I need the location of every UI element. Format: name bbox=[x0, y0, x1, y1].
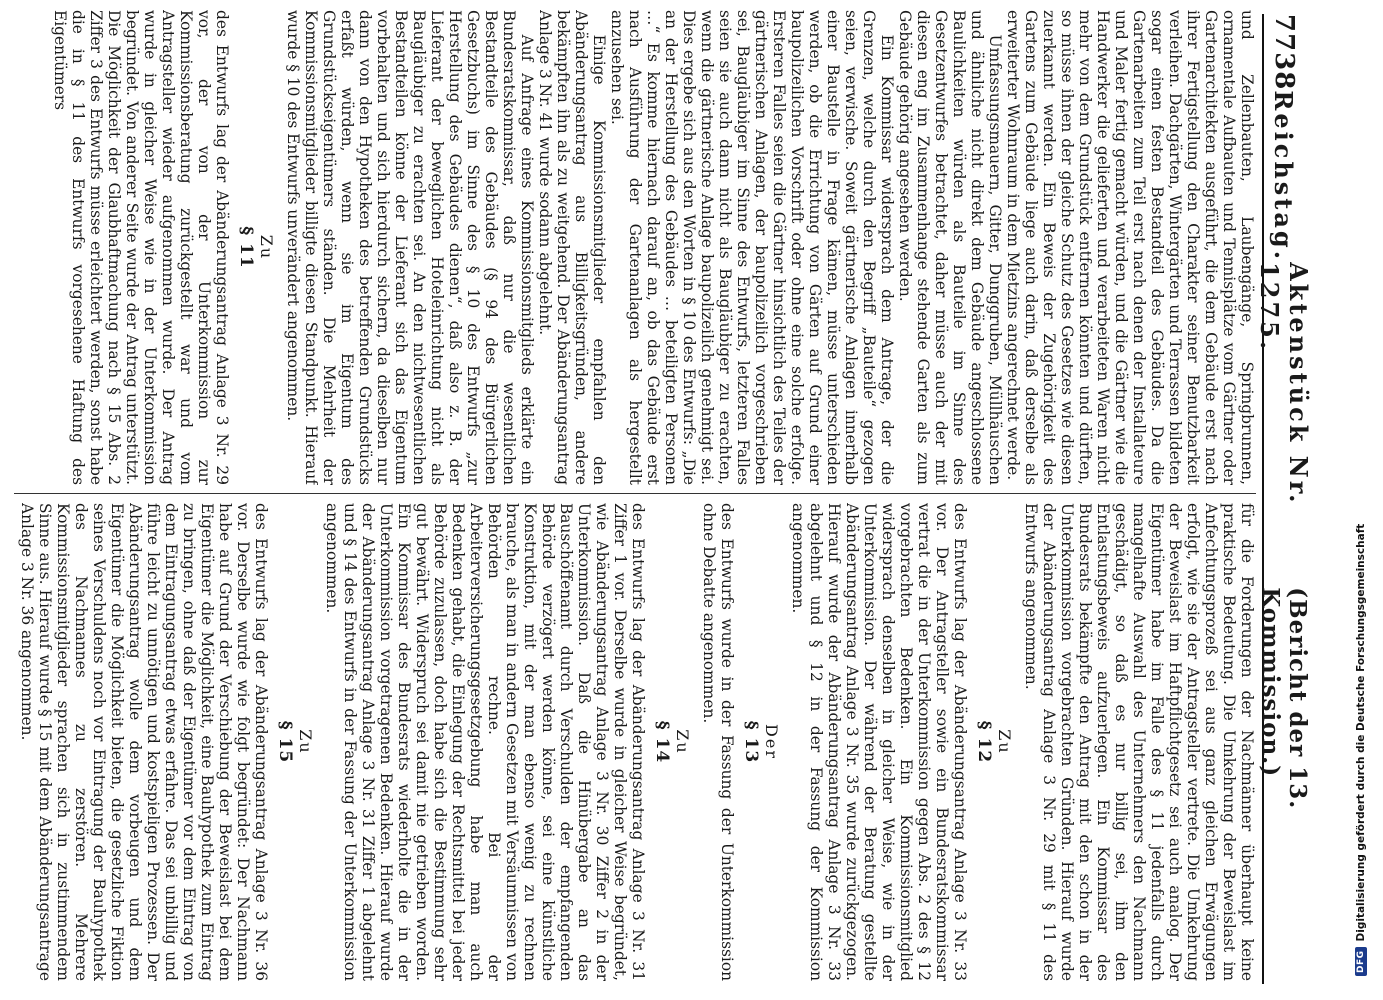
header-title: Reichstag. bbox=[1269, 90, 1299, 263]
section-heading-12: § 12 bbox=[974, 720, 994, 764]
section-heading-11: § 11 bbox=[236, 226, 256, 269]
section-lead: Der bbox=[762, 724, 781, 760]
paragraph: des Entwurfs lag der Abänderungsantrag Anlage 3 Nr. 33 vor. Der Antragsteller sowie ein Bundesratskommissar vertrat die in der Unterkommission gegen Abs. 2 des § 12 vorgebrachten Bedenken. Ein Kommissionsmitglied widersprach denselben in gleicher Weise, wie in der Unterkommission. Der während der Beratung gestellte Abänderungsantrag Anlage 3 Nr. 35 wurde zurückgezogen. Hierauf wurde der Abänderungsantrag Anlage 3 Nr. 33 abgelehnt und § 12 in der Fassung der Kommission angenommen. bbox=[789, 503, 969, 981]
digitization-sidebar bbox=[1338, 0, 1383, 1000]
section-heading-15: § 15 bbox=[275, 720, 295, 764]
paragraph: Ein Kommissar widersprach dem Antrage, der die Grenzen, welche durch den Begriff „Bauteile“ gezogen seien, verwische. Soweit gärtnerische Anlagen innerhalb einer Baustelle in Frage kämen, müsse unterschieden werden, ob die Errichtung von Gärten auf Grund einer baupolizeilichen Vorschrift oder ohne eine solche erfolge. Ersteren Falles seien die Gärtner hinsichtlich des Teiles der gärtnerischen Anlagen, der baupolizeilich vorgeschrieben sei, Baugläubiger im Sinne des Entwurfs, letzteren Falles seien sie auch dann nicht als Baugläubiger zu erachten, wenn die gärtnerische Anlage baupolizeilich genehmigt sei. Dies ergebe sich aus den Worten in § 10 des Entwurfs: „Die an der Herstellung des Gebäudes … beteiligten Personen …“ Es komme hiernach darauf an, ob das Gebäude erst nach Ausführung der Gartenanlagen als hergestellt anzusehen sei. bbox=[608, 10, 896, 485]
page-header bbox=[1255, 14, 1313, 984]
paragraph: Umfassungsmauern, Gitter, Dunggruben, Müllhäuschen und ähnliche nicht direkt dem Gebäude angeschlossene Baulichkeiten würden als Bauteile im Sinne des Gesetzentwurfes betrachtet, daher müsse auch der mit diesen eng im Zusammenhange stehende Garten als zum Gebäude gehörig angesehen werden. bbox=[896, 10, 1004, 485]
paragraph: des Entwurfs lag der Abänderungsantrag Anlage 3 Nr. 29 vor, der von der Unterkommission zur Kommissionsberatung zurückgestellt war und vom Antragsteller wieder aufgenommen wurde. Der Antrag wurde in gleicher Weise wie in der Unterkommission begründet. Von anderer Seite wurde der Antrag unterstützt. Die Möglichkeit der Glaubhaftmachung nach § 15 Abs. 2 Ziffer 3 des Entwurfs müsse erleichtert werden, sonst habe die in § 11 des Entwurfs vorgesehene Haftung des Eigentümers bbox=[51, 10, 231, 485]
digitization-credit-text: Digitalisierung gefördert durch die Deutsche Forschungsgemeinschaft bbox=[1354, 523, 1367, 942]
paragraph: des Entwurfs wurde in der Fassung der Unterkommission ohne Debatte angenommen. bbox=[700, 503, 736, 981]
section-lead: Zu bbox=[296, 729, 315, 755]
section-lead: Zu bbox=[673, 729, 692, 755]
right-column bbox=[14, 503, 1256, 981]
left-column bbox=[14, 10, 1256, 485]
paragraph: des Entwurfs lag der Abänderungsantrag Anlage 3 Nr. 36 vor. Derselbe wurde wie folgt begründet: Der Nachmann habe auf Grund der Verschiebung der Beweislast bei dem Eigentümer die Möglichkeit, eine Bauhypothek zum Eintrag zu bringen, ohne daß der Eigentümer vor dem Eintrag von dem Eintragungsantrag etwas erfahre. Das sei unbillig und führe leicht zu unnötigen und kostspieligen Prozessen. Der Abänderungsantrag wolle dem vorbeugen und dem Eigentümer die Möglichkeit bieten, die gesetzliche Fiktion seines Verschuldens noch vor Eintragung der Bauhypothek des Nachmannes zu zerstören. Mehrere Kommissionsmitglieder sprachen sich in zustimmendem Sinne aus. Hierauf wurde § 15 mit dem Abänderungsantrage Anlage 3 Nr. 36 angenommen. bbox=[18, 503, 270, 981]
paragraph: und Zellenbauten, Laubengänge, Springbrunnen, ornamentale Aufbauten und Tennisplätze vom Gärtner oder Gartenarchitekten ausgeführt, die dem Gebäude erst nach ihrer Fertigstellung den Charakter seiner Benutzbarkeit verleihen. Dachgärten, Wintergärten und Terrassen bildeten sogar einen festen Bestandteil des Gebäudes. Da die Gartenarbeiten zum Teil erst nach denen der Installateure und Maler fertig gemacht würden, und die Gärtner wie die Handwerker die gelieferten und verarbeiteten Waren nicht mehr von dem Grundstück entfernen könnten und dürften, so müsse ihnen der gleiche Schutz des Gesetzes wie diesen zuerkannt werden. Ein Beweis der Zugehörigkeit des Gartens zum Gebäude liege auch darin, daß derselbe als erweiterter Wohnraum in dem Mietzins angerechnet werde. bbox=[1004, 10, 1256, 485]
section-heading-13: § 13 bbox=[741, 720, 761, 764]
header-report-note: (Bericht der 13. Kommission.) bbox=[1257, 587, 1311, 810]
dfg-logo-icon: DFG bbox=[1355, 947, 1367, 976]
header-subtitle: Aktenstück Nr. 1275. bbox=[1255, 262, 1313, 506]
column-divider bbox=[14, 493, 1256, 494]
section-heading-14: § 14 bbox=[652, 720, 672, 764]
digitization-credit bbox=[1338, 0, 1383, 1000]
paragraph: Einige Kommissionsmitglieder empfahlen den Abänderungsantrag aus Billigkeitsgründen, andere bekämpften ihn als zu weitgehend. Der Abänderungsantrag Anlage 3 Nr. 41 wurde sodann abgelehnt. bbox=[536, 10, 608, 485]
page-number: 7738 bbox=[1269, 14, 1299, 91]
section-lead: Zu bbox=[995, 729, 1014, 755]
paragraph: Auf Anfrage eines Kommissionsmitglieds erklärte ein Bundesratskommissar, daß nur die wesentlichen Bestandteile des Gebäudes (§ 94 des Bürgerlichen Gesetzbuchs) im Sinne des § 10 des Entwurfs „zur Herstellung des Gebäudes dienen“, daß also z. B. der Lieferant der beweglichen Hoteleinrichtung nicht als Baugläubiger zu erachten sei. An den nichtwesentlichen Bestandteilen könne der Lieferant sich das Eigentum vorbehalten und sich hierdurch sichern, da dieselben nur dann von den Hypotheken des betreffenden Grundstücks erfaßt würden, wenn sie im Eigentum des Grundstückseigentümers ständen. Die Mehrheit der Kommissionsmitglieder billigte diesen Standpunkt. Hierauf wurde § 10 des Entwurfs unverändert angenommen. bbox=[284, 10, 536, 485]
paragraph: für die Forderungen der Nachmänner überhaupt keine praktische Bedeutung. Die Umkehrung der Beweislast im Anfechtungsprozeß sei aus ganz gleichen Erwägungen erfolgt, wie sie der Antragsteller vertrete. Die Umkehrung der Beweislast im Haftpflichtgesetz sei auch analog. Der Eigentümer habe im Falle des § 11 jedenfalls durch mangelhafte Auswahl des Unternehmers den Nachmann geschädigt, so daß es nur billig sei, ihm den Entlastungsbeweis aufzuerlegen. Ein Kommissar des Bundesrats bekämpfte den Antrag mit den schon in der Unterkommission vorgebrachten Gründen. Hierauf wurde der Abänderungsantrag Anlage 3 Nr. 29 mit § 11 des Entwurfs angenommen. bbox=[1022, 503, 1256, 981]
section-lead: Zu bbox=[257, 234, 276, 261]
paragraph: des Entwurfs lag der Abänderungsantrag Anlage 3 Nr. 31 Ziffer 1 vor. Derselbe wurde in gleicher Weise begründet, wie Abänderungsantrag Anlage 3 Nr. 30 Ziffer 2 in der Unterkommission. Daß die Hinübergabe an das Bauschöffenamt durch Verschulden der empfangenden Behörde verzögert werden könne, sei eine künstliche Konstruktion, mit der man ebenso wenig zu rechnen brauche, als man in andern Gesetzen mit Versäumnissen von Behörden rechne. Bei der Arbeiterversicherungsgesetzgebung habe man auch Bedenken gehabt, die Einlegung der Rechtsmittel bei jeder Behörde zuzulassen, doch habe sich die Bestimmung sehr gut bewährt. Widerspruch sei damit nie getrieben worden. Ein Kommissar des Bundesrats wiederholte die in der Unterkommission vorgetragenen Bedenken. Hierauf wurde der Abänderungsantrag Anlage 3 Nr. 31 Ziffer 1 abgelehnt und § 14 des Entwurfs in der Fassung der Unterkommission angenommen. bbox=[323, 503, 647, 981]
